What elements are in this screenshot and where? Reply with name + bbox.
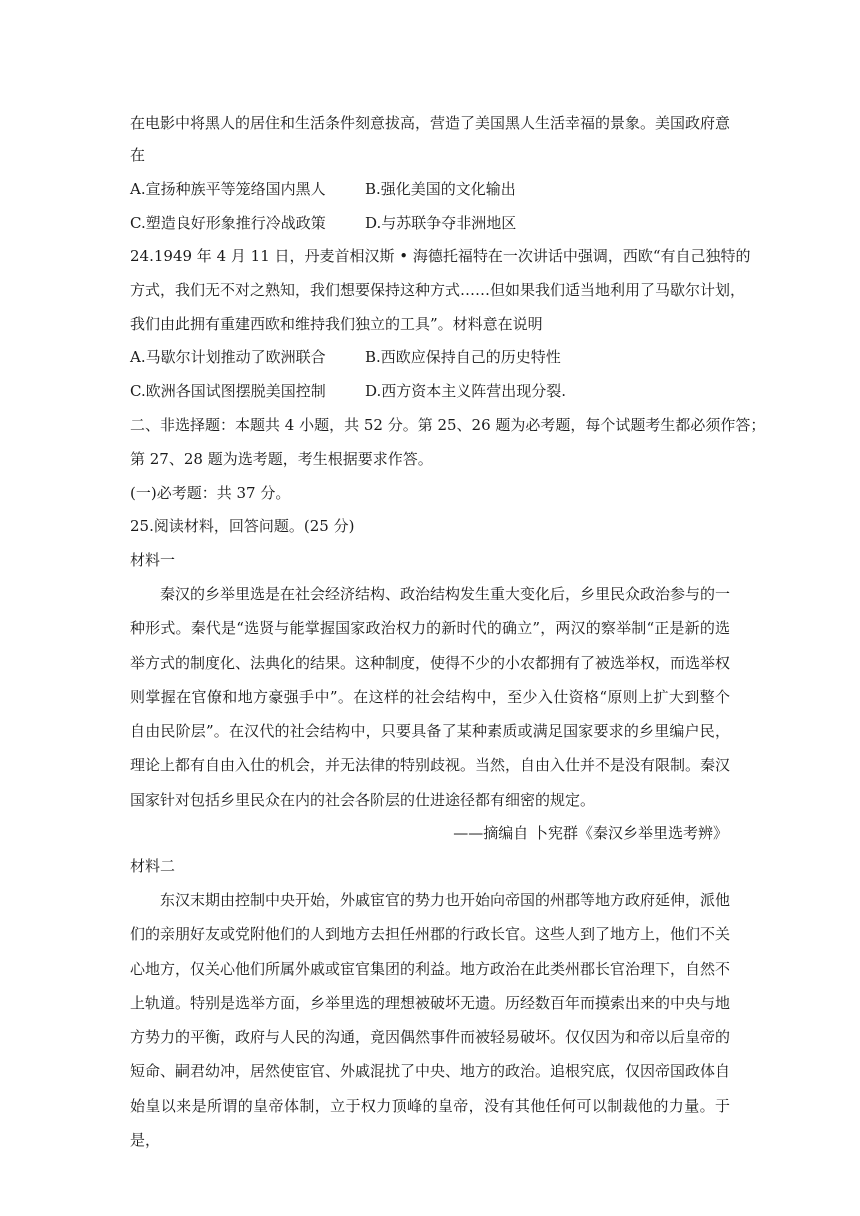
section2-line1: 二、非选择题：本题共 4 小题，共 52 分。第 25、26 题为必考题，每个试题考生都必须作答； [130, 416, 766, 434]
q23-option-d: D.与苏联争夺非洲地区 [365, 214, 517, 232]
q24-options-row2 [130, 381, 566, 401]
q24-option-d: D.西方资本主义阵营出现分裂. [365, 382, 567, 400]
q24-option-b: B.西欧应保持自己的历史特性 [365, 348, 561, 366]
q24-option-a: A.马歇尔计划推动了欧洲联合 [130, 348, 326, 366]
q24-stem-line2: 方式，我们无不对之熟知，我们想要保持这种方式……但如果我们适当地利用了马歇尔计划， [130, 281, 746, 299]
q23-stem-line2: 在 [130, 146, 146, 164]
section2-line2: 第 27、28 题为选考题，考生根据要求作答。 [130, 450, 433, 468]
q25-title: 25.阅读材料，回答问题。(25 分) [130, 517, 355, 535]
material1-label: 材料一 [130, 551, 176, 569]
q24-option-c: C.欧洲各国试图摆脱美国控制 [130, 382, 326, 400]
q23-option-b: B.强化美国的文化输出 [365, 180, 516, 198]
q24-stem-line3: 我们由此拥有重建西欧和维持我们独立的工具”。材料意在说明 [130, 315, 543, 333]
material2-label: 材料二 [130, 857, 176, 875]
material1-source: ——摘编自 卜宪群《秦汉乡举里选考辨》 [453, 824, 728, 842]
q23-option-c: C.塑造良好形象推行冷战政策 [130, 214, 326, 232]
q24-options-row1 [130, 347, 561, 367]
q23-options-row1 [130, 179, 516, 199]
required-heading: (一)必考题：共 37 分。 [130, 484, 291, 502]
q23-option-a: A.宣扬种族平等笼络国内黑人 [130, 180, 326, 198]
material1-text: 秦汉的乡举里选是在社会经济结构、政治结构发生重大变化后，乡里民众政治参与的一种形式。秦代是“选贤与能掌握国家政治权力的新时代的确立”，两汉的察举制“正是新的选举方式的制度化、法典化的结果。这种制度，使得不少的小农都拥有了被选举权，而选举权则掌握在官僚和地方豪强手中”。在这样的社会结构中，至少入仕资格“原则上扩大到整个自由民阶层”。在汉代的社会结构中，只要具备了某种素质或满足国家要求的乡里编户民，理论上都有自由入仕的机会，并无法律的特别歧视。当然，自由入仕并不是没有限制。秦汉国家针对包括乡里民众在内的社会各阶层的仕进途径都有细密的规定。 [130, 585, 731, 809]
material2-text: 东汉末期由控制中央开始，外戚宦官的势力也开始向帝国的州郡等地方政府延伸，派他们的亲朋好友或党附他们的人到地方去担任州郡的行政长官。这些人到了地方上，他们不关心地方，仅关心他们所属外戚或宦官集团的利益。地方政治在此类州郡长官治理下，自然不上轨道。特别是选举方面，乡举里选的理想被破坏无遗。历经数百年而摸索出来的中央与地方势力的平衡，政府与人民的沟通，竟因偶然事件而被轻易破坏。仅仅因为和帝以后皇帝的短命、嗣君幼冲，居然使宦官、外戚混扰了中央、地方的政治。追根究底，仅因帝国政体自始皇以来是所谓的皇帝体制，立于权力顶峰的皇帝，没有其他任何可以制裁他的力量。于是， [130, 891, 731, 1150]
q23-options-row2 [130, 213, 516, 233]
q23-stem-line1: 在电影中将黑人的居住和生活条件刻意拔高，营造了美国黑人生活幸福的景象。美国政府意 [130, 114, 731, 132]
q24-stem-line1: 24.1949 年 4 月 11 日，丹麦首相汉斯 • 海德托福特在一次讲话中强调，西欧“有自己独特的 [130, 247, 751, 265]
